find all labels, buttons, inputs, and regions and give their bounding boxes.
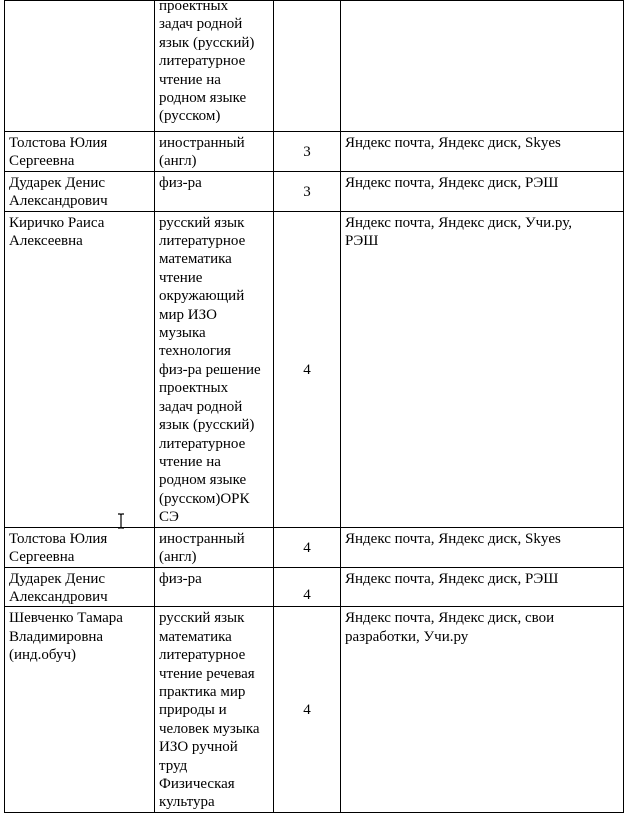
table-row <box>5 527 624 567</box>
subjects-cell <box>155 1 274 132</box>
table-row <box>5 607 624 812</box>
grade-value: 4 <box>303 539 311 556</box>
tools-text: Яндекс почта, Яндекс диск, Skyes <box>345 530 561 547</box>
subjects-cell <box>155 211 274 527</box>
teacher-name: Шевченко Тамара Владимировна (инд.обуч) <box>9 610 123 664</box>
subjects-text: иностранный (англ) <box>159 530 245 565</box>
tools-text: Яндекс почта, Яндекс диск, РЭШ <box>345 570 559 587</box>
grade-cell <box>274 607 341 812</box>
teacher-cell <box>5 171 155 211</box>
subjects-text: русский язык литературное математика чтение окружающий мир ИЗО музыка технология физ-ра решение проектных задач родной язык (русский) литературное чтение на родном языке (русском)ОРК СЭ <box>159 214 261 526</box>
grade-value: 3 <box>303 144 311 161</box>
tools-cell <box>341 527 624 567</box>
tools-text: Яндекс почта, Яндекс диск, РЭШ <box>345 174 559 191</box>
teacher-name: Дударек Денис Александрович <box>9 174 108 210</box>
subjects-cell <box>155 132 274 172</box>
teacher-cell <box>5 132 155 172</box>
subjects-text: физ-ра <box>159 174 202 191</box>
grade-value: 4 <box>303 586 311 603</box>
teacher-cell <box>5 607 155 812</box>
table-row <box>5 1 624 132</box>
table-row <box>5 211 624 527</box>
teacher-name: Дударек Денис Александрович <box>9 570 108 605</box>
teacher-name: Киричко Раиса Алексеевна <box>9 214 105 250</box>
table-row <box>5 132 624 172</box>
grade-cell <box>274 132 341 172</box>
grade-value: 4 <box>303 361 311 378</box>
tools-cell <box>341 132 624 172</box>
teacher-name: Толстова Юлия Сергеевна <box>9 530 108 565</box>
subjects-cell <box>155 567 274 607</box>
table-row <box>5 171 624 211</box>
teacher-name: Толстова Юлия Сергеевна <box>9 135 108 170</box>
tools-cell <box>341 607 624 812</box>
teacher-cell <box>5 1 155 132</box>
schedule-table <box>4 0 624 813</box>
grade-cell <box>274 1 341 132</box>
subjects-text: проектных задач родной язык (русский) литературное чтение на родном языке (русском) <box>159 0 255 125</box>
teacher-cell <box>5 211 155 527</box>
tools-cell <box>341 567 624 607</box>
tools-text: Яндекс почта, Яндекс диск, Skyes <box>345 135 561 151</box>
grade-cell <box>274 211 341 527</box>
text-cursor-icon <box>117 513 125 529</box>
grade-cell <box>274 527 341 567</box>
teacher-cell <box>5 567 155 607</box>
grade-cell <box>274 171 341 211</box>
tools-cell <box>341 211 624 527</box>
tools-text: Яндекс почта, Яндекс диск, свои разработки, Учи.ру <box>345 610 555 645</box>
teacher-cell <box>5 527 155 567</box>
subjects-cell <box>155 607 274 812</box>
subjects-text: физ-ра <box>159 570 202 587</box>
grade-value: 4 <box>303 702 311 719</box>
grade-value: 3 <box>303 184 311 201</box>
tools-text: Яндекс почта, Яндекс диск, Учи.ру, РЭШ <box>345 214 572 250</box>
subjects-cell <box>155 171 274 211</box>
grade-cell <box>274 567 341 607</box>
table-row <box>5 567 624 607</box>
subjects-text: иностранный (англ) <box>159 135 245 170</box>
tools-cell <box>341 1 624 132</box>
tools-cell <box>341 171 624 211</box>
subjects-text: русский язык математика литературное чтение речевая практика мир природы и человек музыка ИЗО ручной труд Физическая культура <box>159 610 260 811</box>
subjects-cell <box>155 527 274 567</box>
